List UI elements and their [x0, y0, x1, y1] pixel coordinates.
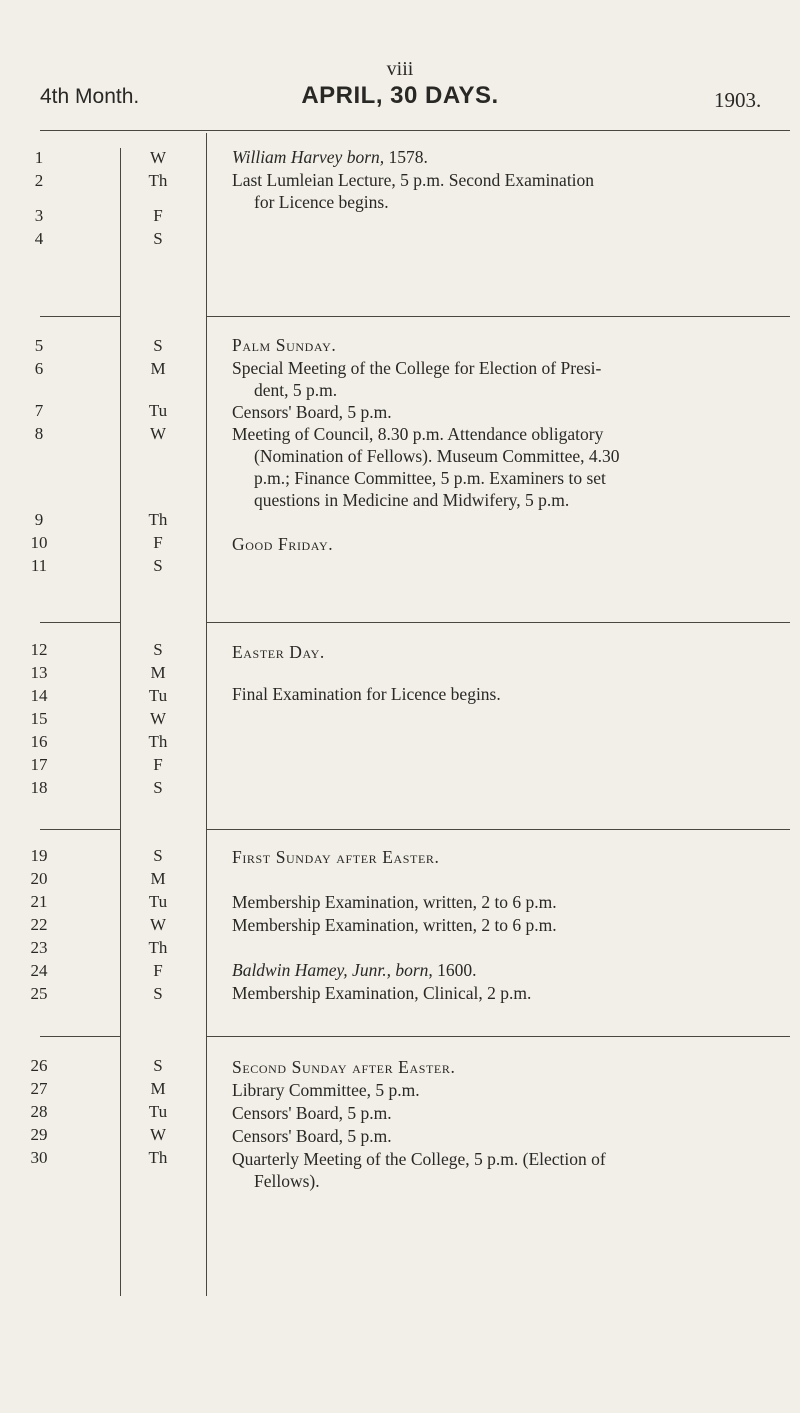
weekday-label: M: [150, 663, 166, 682]
day-number: 16: [30, 732, 48, 751]
event-entry: Membership Examination, written, 2 to 6 p.m.: [232, 892, 557, 912]
weekday-label: Th: [148, 732, 168, 751]
day-number: 25: [30, 984, 48, 1003]
day-number: 30: [30, 1148, 48, 1167]
day-number: 6: [34, 359, 44, 378]
day-number: 17: [30, 755, 48, 774]
weekday-label: Th: [148, 938, 168, 957]
header-rule: [40, 130, 790, 131]
day-number: 26: [30, 1056, 48, 1075]
event-entry: [232, 959, 787, 981]
event-entry: Censors' Board, 5 p.m.: [232, 402, 392, 422]
day-number: 7: [34, 401, 44, 420]
column-divider-right: [206, 133, 207, 1296]
weekday-label: Th: [148, 510, 168, 529]
weekday-label: S: [153, 640, 163, 659]
weekday-label: F: [153, 961, 163, 980]
day-number: 14: [30, 686, 48, 705]
event-heading: Easter Day.: [232, 642, 325, 662]
week-rule: [206, 622, 790, 623]
event-entry: [232, 146, 787, 168]
week-rule: [40, 622, 120, 623]
day-number: 5: [34, 336, 44, 355]
day-number: 13: [30, 663, 48, 682]
event-entry-continued: Fellows).: [254, 1171, 320, 1191]
event-entry: Special Meeting of the College for Election of Presi-: [232, 358, 602, 378]
day-number: 20: [30, 869, 48, 888]
weekday-label: M: [150, 869, 166, 888]
event-entry: Quarterly Meeting of the College, 5 p.m. (Election of: [232, 1149, 606, 1169]
day-number: 12: [30, 640, 48, 659]
weekday-label: S: [153, 778, 163, 797]
day-number: 15: [30, 709, 48, 728]
weekday-label: Tu: [148, 1102, 168, 1121]
weekday-label: W: [149, 915, 167, 934]
week-rule: [206, 316, 790, 317]
weekday-label: M: [150, 359, 166, 378]
weekday-label: F: [153, 206, 163, 225]
day-number: 10: [30, 533, 48, 552]
weekday-label: S: [153, 336, 163, 355]
column-divider-left: [120, 148, 121, 1296]
event-year: 1578.: [384, 147, 428, 167]
weekday-label: W: [149, 709, 167, 728]
day-number: 24: [30, 961, 48, 980]
weekday-label: Tu: [148, 892, 168, 911]
day-number: 2: [34, 171, 44, 190]
event-entry: Meeting of Council, 8.30 p.m. Attendance obligatory: [232, 424, 604, 444]
day-number: 4: [34, 229, 44, 248]
event-heading: Palm Sunday.: [232, 335, 337, 355]
event-entry-continued: dent, 5 p.m.: [254, 380, 338, 400]
event-entry-continued: p.m.; Finance Committee, 5 p.m. Examiners to set: [254, 468, 606, 488]
event-entry: Membership Examination, written, 2 to 6 p.m.: [232, 915, 557, 935]
weekday-label: S: [153, 846, 163, 865]
page-folio: viii: [386, 58, 414, 80]
event-person-name: Baldwin Hamey, Junr., born,: [232, 960, 433, 980]
event-entry: Censors' Board, 5 p.m.: [232, 1126, 392, 1146]
day-number: 28: [30, 1102, 48, 1121]
week-rule: [40, 1036, 120, 1037]
event-entry-continued: (Nomination of Fellows). Museum Committee, 4.30: [254, 446, 620, 466]
weekday-label: Tu: [148, 401, 168, 420]
year-label: 1903.: [714, 88, 762, 112]
event-person-name: William Harvey born,: [232, 147, 385, 167]
event-entry-continued: questions in Medicine and Midwifery, 5 p.m.: [254, 490, 570, 510]
weekday-label: S: [153, 1056, 163, 1075]
day-number: 19: [30, 846, 48, 865]
page-title: APRIL, 30 DAYS.: [301, 82, 499, 109]
event-entry: Membership Examination, Clinical, 2 p.m.: [232, 983, 532, 1003]
day-number: 23: [30, 938, 48, 957]
weekday-label: Th: [148, 1148, 168, 1167]
weekday-label: Th: [148, 171, 168, 190]
weekday-label: S: [153, 984, 163, 1003]
day-number: 22: [30, 915, 48, 934]
day-number: 9: [34, 510, 44, 529]
day-number: 1: [34, 148, 44, 167]
week-rule: [40, 316, 120, 317]
weekday-label: F: [153, 533, 163, 552]
day-number: 27: [30, 1079, 48, 1098]
week-rule: [206, 1036, 790, 1037]
event-entry: Last Lumleian Lecture, 5 p.m. Second Examination: [232, 170, 595, 190]
day-number: 18: [30, 778, 48, 797]
event-heading: First Sunday after Easter.: [232, 847, 440, 867]
weekday-label: M: [150, 1079, 166, 1098]
day-number: 29: [30, 1125, 48, 1144]
weekday-label: S: [153, 556, 163, 575]
weekday-label: S: [153, 229, 163, 248]
week-rule: [206, 829, 790, 830]
event-heading: Good Friday.: [232, 534, 334, 554]
event-year: 1600.: [432, 960, 477, 980]
event-entry: Library Committee, 5 p.m.: [232, 1080, 420, 1100]
event-heading: Second Sunday after Easter.: [232, 1057, 456, 1077]
day-number: 11: [30, 556, 48, 575]
day-number: 3: [34, 206, 44, 225]
event-entry-continued: for Licence begins.: [254, 192, 389, 212]
day-number: 21: [30, 892, 48, 911]
week-rule: [40, 829, 120, 830]
event-entry: Final Examination for Licence begins.: [232, 684, 501, 704]
weekday-label: W: [149, 148, 167, 167]
month-label: 4th Month.: [40, 85, 140, 108]
weekday-label: W: [149, 424, 167, 443]
weekday-label: F: [153, 755, 163, 774]
event-entry: Censors' Board, 5 p.m.: [232, 1103, 392, 1123]
day-number: 8: [34, 424, 44, 443]
weekday-label: W: [149, 1125, 167, 1144]
weekday-label: Tu: [148, 686, 168, 705]
